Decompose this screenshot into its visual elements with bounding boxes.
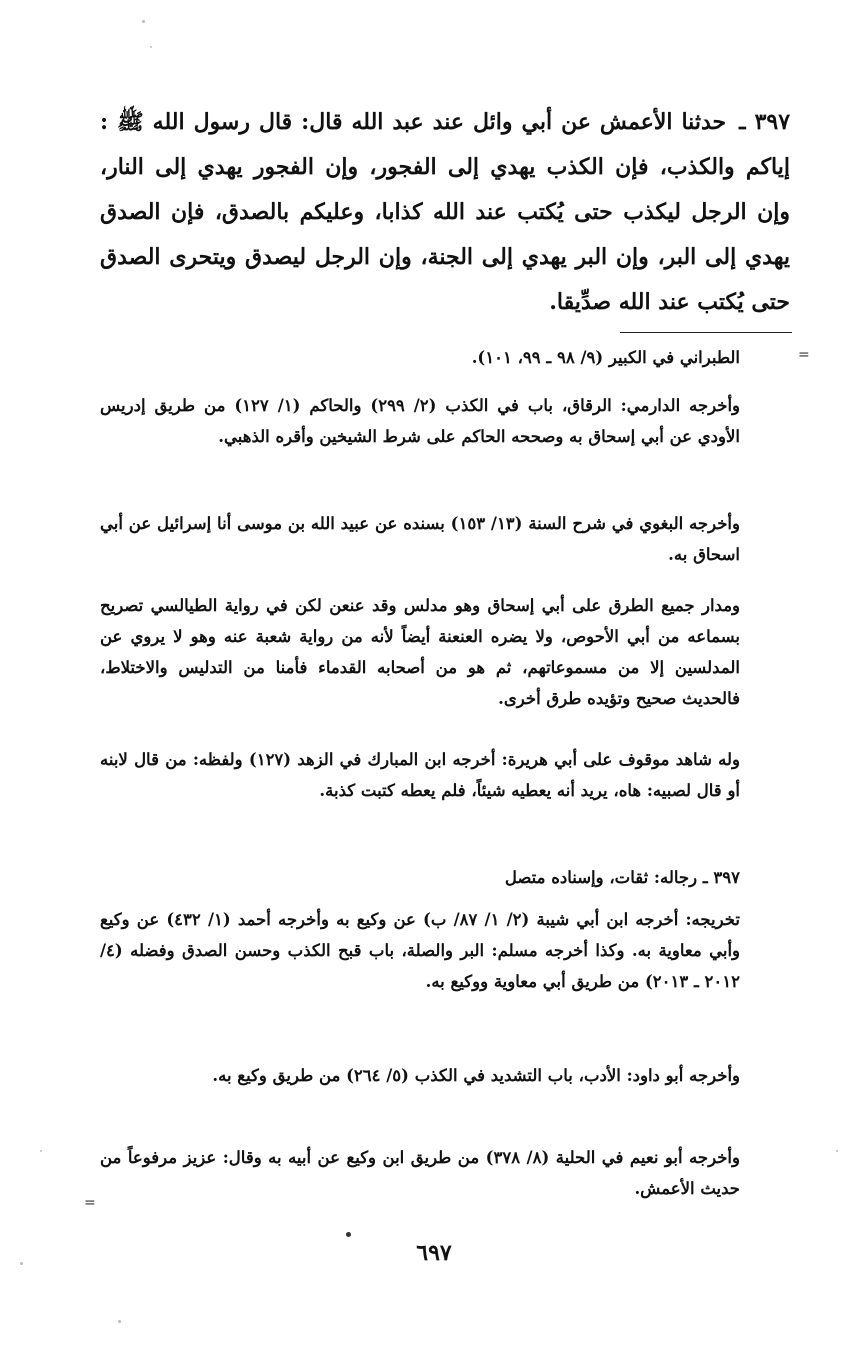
scan-speck [150,46,152,48]
footnote-separator [620,332,792,333]
footnote-paragraph: وله شاهد موقوف على أبي هريرة: أخرجه ابن المبارك في الزهد (١٢٧) ولفظه: من قال لابنه أو قال لصبيه: هاه، يريد أنه يعطيه شيئاً، فلم يعطه كتبت كذبة. [100,750,740,800]
scan-speck [836,1150,838,1152]
continuation-marker-bottom: = [84,1195,96,1211]
hadith-text [100,100,790,325]
scan-speck [20,1262,23,1265]
footnote-paragraph: ومدار جميع الطرق على أبي إسحاق وهو مدلس وقد عنعن لكن في رواية الطيالسي تصريح بسماعه من أبي الأحوص، ولا يضره العنعنة أيضاً لأنه من رواية شعبة عنه وهو لا يروي عن المدلسين إلا من مسموعاتهم، ثم هو من أصحابه القدماء فأمنا من التدليس والاختلاط، فالحديث صحيح وتؤيده طرق أخرى. [100,596,740,708]
scan-speck [40,1150,42,1152]
scan-dot [346,1232,351,1237]
hadith-body: حدثنا الأعمش عن أبي وائل عند عبد الله قال: قال رسول الله ﷺ : إياكم والكذب، فإن الكذب يهدي إلى الفجور، وإن الفجور يهدي إلى النار، وإن الرجل ليكذب حتى يُكتب عند الله كذابا، وعليكم بالصدق، فإن الصدق يهدي إلى البر، وإن البر يهدي إلى الجنة، وإن الرجل ليصدق ويتحرى الصدق حتى يُكتب عند الله صدِّيقا. [100,109,791,315]
continuation-marker-top: = [798,347,810,363]
footnote-paragraph: وأخرجه الدارمي: الرقاق، باب في الكذب (٢/ ٢٩٩) والحاكم (١/ ١٢٧) من طريق إدريس الأودي عن أبي إسحاق به وصححه الحاكم على شرط الشيخين وأقره الذهبي. [100,396,740,446]
footnote-paragraph: وأخرجه أبو نعيم في الحلية (٨/ ٣٧٨) من طريق ابن وكيع عن أبيه به وقال: عزيز مرفوعاً من حديث الأعمش. [100,1148,740,1198]
page-number: ٦٩٧ [416,1240,452,1266]
footnote-paragraph: الطبراني في الكبير (٩/ ٩٨ ـ ٩٩، ١٠١). [471,348,740,367]
footnote-paragraph: وأخرجه أبو داود: الأدب، باب التشديد في الكذب (٥/ ٢٦٤) من طريق وكيع به. [212,1066,740,1085]
footnote-takhrij: تخريجه: أخرجه ابن أبي شيبة (٢/ ١/ ٨٧/ ب) عن وكيع به وأخرجه أحمد (١/ ٤٣٢) عن وكيع وأبي معاوية به. وكذا أخرجه مسلم: البر والصلة، باب قبح الكذب وحسن الصدق وفضله (٤/ ٢٠١٢ ـ ٢٠١٣) من طريق أبي معاوية ووكيع به. [100,910,740,991]
scan-speck [118,1320,121,1323]
footnote-paragraph: وأخرجه البغوي في شرح السنة (١٣/ ١٥٣) بسنده عن عبيد الله بن موسى أنا إسرائيل عن أبي اسحاق به. [100,514,740,564]
scan-speck [142,20,145,23]
footnote-narrators: ٣٩٧ ـ رجاله: ثقات، وإسناده متصل [504,868,740,887]
hadith-number: ٣٩٧ ـ [739,109,791,135]
